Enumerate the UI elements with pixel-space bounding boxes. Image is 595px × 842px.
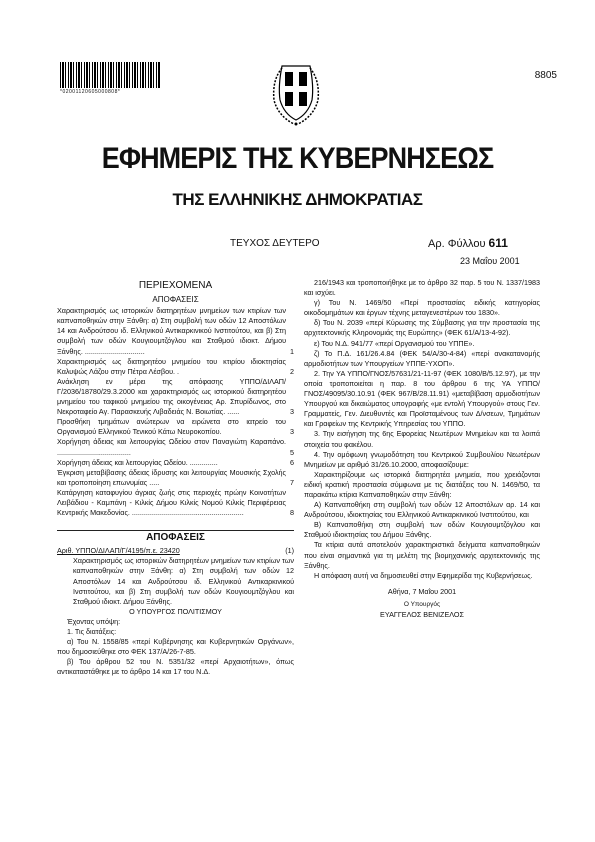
coat-of-arms-icon <box>268 56 324 128</box>
provision-paragraph: Η απόφαση αυτή να δημοσιευθεί στην Εφημερίδα της Κυβερνήσεως. <box>314 570 533 580</box>
contents-entry <box>57 417 294 437</box>
left-column <box>57 278 294 677</box>
provision-paragraph: ζ) Το Π.Δ. 161/26.4.84 (ΦΕΚ 54/Α/30-4-84) «περί ανακατανομής αρμοδιοτήτων των Υπουργείων ΥΠΠΕ-ΥΧΟΠ». <box>304 348 540 368</box>
provision-paragraph: 2. Την ΥΑ ΥΠΠΟ/ΓΝΟΣ/57631/21-11-97 (ΦΕΚ 1080/Β/5.12.97), με την οποία τροποποιείται η παρ. 8 του άρθρου 6 της ΥΑ ΥΠΠΟ/ΓΝΟΣ/49095/30.10.91 (ΦΕΚ 967/Β/28.11.91) «μεταβίβαση αρμοδιοτήτων Υπουργού και δικαιώματος υπογραφής «με εντολή Υπουργού» στους Γεν. Γραμματείς, Γεν. Διευθυντές και Προϊσταμένους των Δ/νσεων, Τμημάτων και Γραφείων της Κεντρικής Υπηρεσίας του ΥΠΠΟ. <box>304 368 540 429</box>
signatory-name: ΕΥΑΓΓΕΛΟΣ ΒΕΝΙΖΕΛΟΣ <box>380 610 464 619</box>
gazette-subtitle: ΤΗΣ ΕΛΛΗΝΙΚΗΣ ΔΗΜΟΚΡΑΤΙΑΣ <box>172 190 423 209</box>
left-provisions <box>57 637 294 677</box>
page-number: 8805 <box>534 70 557 81</box>
contents-entry-page: 3 <box>290 407 294 417</box>
contents-entry-page: 2 <box>290 366 294 376</box>
contents-entry <box>57 488 294 518</box>
contents-entry-page: 3 <box>290 427 294 437</box>
issue-date: 23 Μαΐου 2001 <box>460 256 520 266</box>
provision-paragraph: Α) Καπναποθήκη στη συμβολή των οδών 12 Αποστόλων αρ. 14 και Ανδρούτσου, ιδιοκτησίας του Ελληνικού Αντικαρκινικού Ινστιτούτου, και <box>304 500 540 520</box>
decisions-heading: ΑΠΟΦΑΣΕΙΣ <box>57 530 294 543</box>
provision-paragraph: Β) Καπναποθήκη στη συμβολή των οδών Κουγιουμτζόγλου και Σταθμού ιδιοκτησίας του Δήμου Ξάνθης. <box>304 520 540 540</box>
contents-entry-text: Προσθήκη τμημάτων ανώτερων να ειρώνετα στο ιατρείο του Οργανισμού Ελληνικού Τενικού Κάτω Νευροκοπίου. <box>57 417 286 437</box>
provision-paragraph: 4. Την ομόφωνη γνωμοδότηση του Κεντρικού Συμβουλίου Νεωτέρων Μνημείων με αριθμό 31/26.10.2000, αποφασίζουμε: <box>304 449 540 469</box>
having-regard: Έχοντας υπόψη: <box>67 616 121 626</box>
right-provisions <box>304 278 540 581</box>
provision-paragraph: δ) Του Ν. 2039 «περί Κύρωσης της Σύμβασης για την προστασία της αρχιτεκτονικής Κληρονομιάς της Ευρώπης» (ΦΕΚ 61/Α/13-4-92). <box>304 318 540 338</box>
contents-entry-text: Ανάκληση εν μέρει της απόφασης ΥΠΠΟ/ΔΙΛΑΠ/Γ/2036/18780/29.3.2000 και χαρακτηρισμός ως ιστορικού διατηρητέου μνημείου του ταφικού μνημείου της οικογένειας Αρ. Σπυρίδωνος, στο Νεκροταφείο Αγ. Παρασκευής Λιβαδειάς Ν. Βοιωτίας. ...... <box>57 376 286 417</box>
decision-number-text: Αριθ. ΥΠΠΟ/ΔΙΛΑΠ/Γ/4195/π.ε. 23420 <box>57 546 180 556</box>
contents-entry <box>57 468 294 488</box>
provision-paragraph: 3. Την εισήγηση της 6ης Εφορείας Νεωτέρων Μνημείων και τα λοιπά στοιχεία του φακέλου. <box>304 429 540 449</box>
minister-title: Ο ΥΠΟΥΡΓΟΣ ΠΟΛΙΤΙΣΜΟΥ <box>129 606 222 616</box>
contents-entry-page: 1 <box>290 346 294 356</box>
provision-paragraph: β) Του άρθρου 52 του Ν. 5351/32 «περί Αρχαιοτήτων», όπως αντικαταστάθηκε με το άρθρο 14 και 17 του Ν.Δ. <box>57 657 294 677</box>
issue-type: ΤΕΥΧΟΣ ΔΕΥΤΕΡΟ <box>230 238 320 249</box>
contents-entry-page: 8 <box>290 508 294 518</box>
contents-entry-page: 6 <box>290 457 294 467</box>
contents-title: ΠΕΡΙΕΧΟΜΕΝΑ <box>138 280 213 291</box>
decision-number <box>57 546 294 556</box>
signatory-role: Ο Υπουργός <box>403 600 441 608</box>
contents-entry <box>57 357 294 377</box>
right-column <box>304 278 540 620</box>
contents-entry <box>57 437 294 457</box>
barcode-number: *02001120605000808* <box>60 89 121 95</box>
contents-entry-text: Κατάργηση καταφυγίου άγριας ζωής στις περιοχές πρώην Κοινοτήτων Λειβάδιου - Καμπάνη - Κιλκίς Δήμου Κιλκίς Νομού Κιλκίς Περιφέρειας Κεντρικής Μακεδονίας. ........................................................ <box>57 487 286 518</box>
issue-label: Αρ. Φύλλου <box>428 238 486 250</box>
contents-entry-text: Χαρακτηρισμός ως διατηρητέου μνημείου του κτιρίου ιδιοκτησίας Καλυψώς Λάζου στην Πέτρα Λέσβου. . <box>57 356 286 376</box>
contents-entry-text: Έγκριση μεταβίβασης άδειας ίδρυσης και λειτουργίας Μουσικής Σχολής και τροποποίηση επωνυμίας ..... <box>57 467 286 487</box>
provision-paragraph: Χαρακτηρίζουμε ως ιστορικά διατηρητέα μνημεία, που χρειάζονται ειδική κρατική προστασία σύμφωνα με τις διατάξεις του Ν. 1469/50, τα παρακάτω κτίρια Καπναποθηκών στην Ξάνθη: <box>304 469 540 499</box>
decision-title: Χαρακτηρισμός ως ιστορικών διατηρητέων μνημείων των κτιρίων των καπναποθηκών στην Ξάνθη: α) Στη συμβολή των οδών 12 Αποστόλων 14 και Ανδρούτσου ιδ. Ελληνικού Αντικαρκινικού Ινστιτούτου, και β) Στη συμβολή των οδών Κουγιουμτζόγλου και Σταθμού ιδιοκτ. Δήμου Ξάνθης. <box>73 556 294 606</box>
barcode <box>60 62 160 88</box>
place-date: Αθήνα, 7 Μαΐου 2001 <box>387 586 457 596</box>
contents-entry-text: Χορήγηση άδειας και λειτουργίας Ωδείου στον Παναγιώτη Καραπάνο. ..................................... <box>57 437 286 457</box>
contents-entry <box>57 306 294 356</box>
provision-paragraph: α) Του Ν. 1558/85 «περί Κυβέρνησης και Κυβερνητικών Οργάνων», που δημοσιεύθηκε στο ΦΕΚ 137/Α/26-7-85. <box>57 637 294 657</box>
contents-entry <box>57 377 294 417</box>
contents-list <box>57 306 294 518</box>
provision-paragraph: γ) Του Ν. 1469/50 «Περί προστασίας ειδικής κατηγορίας οικοδομημάτων και έργων τέχνης μεταγενεστέρων του 1830». <box>304 298 540 318</box>
provisions-head: 1. Τις διατάξεις: <box>67 627 117 636</box>
contents-entry-page: 7 <box>290 477 294 487</box>
provision-paragraph: 216/1943 και τροποποιήθηκε με το άρθρο 32 παρ. 5 του Ν. 1337/1983 και ισχύει. <box>304 278 540 298</box>
gazette-title: ΕΦΗΜΕΡΙΣ ΤΗΣ ΚΥΒΕΡΝΗΣΕΩΣ <box>101 142 494 175</box>
contents-entry-page: 5 <box>290 447 294 457</box>
provision-paragraph: Τα κτίρια αυτά αποτελούν χαρακτηριστικά δείγματα καπναποθηκών που είναι σημαντικά για τη μελέτη της βιομηχανικής αρχιτεκτονικής της Ξάνθης. <box>304 540 540 570</box>
decision-index: (1) <box>285 546 294 556</box>
contents-entry-text: Χαρακτηρισμός ως ιστορικών διατηρητέων μνημείων των κτιρίων των καπναποθηκών στην Ξάνθη: α) Στη συμβολή των οδών 12 Αποστόλων 14 και Ανδρούτσου ιδ. Ελληνικού Αντικαρκινικού Ινστιτούτου, και β) Στη συμβολή των οδών Κουγιουμτζόγλου και Σταθμού ιδιοκτ. Δήμου Ξάνθης. .............................. <box>57 306 286 356</box>
provision-paragraph: ε) Του Ν.Δ. 941/77 «περί Οργανισμού του ΥΠΠΕ». <box>314 338 475 348</box>
issue-number: 611 <box>488 236 508 250</box>
contents-section-label: ΑΠΟΦΑΣΕΙΣ <box>152 295 199 305</box>
contents-entry-text: Χορήγηση άδειας και λειτουργίας Ωδείου. .............. <box>57 457 218 467</box>
issue-number-line <box>428 236 508 250</box>
contents-entry <box>57 458 294 468</box>
